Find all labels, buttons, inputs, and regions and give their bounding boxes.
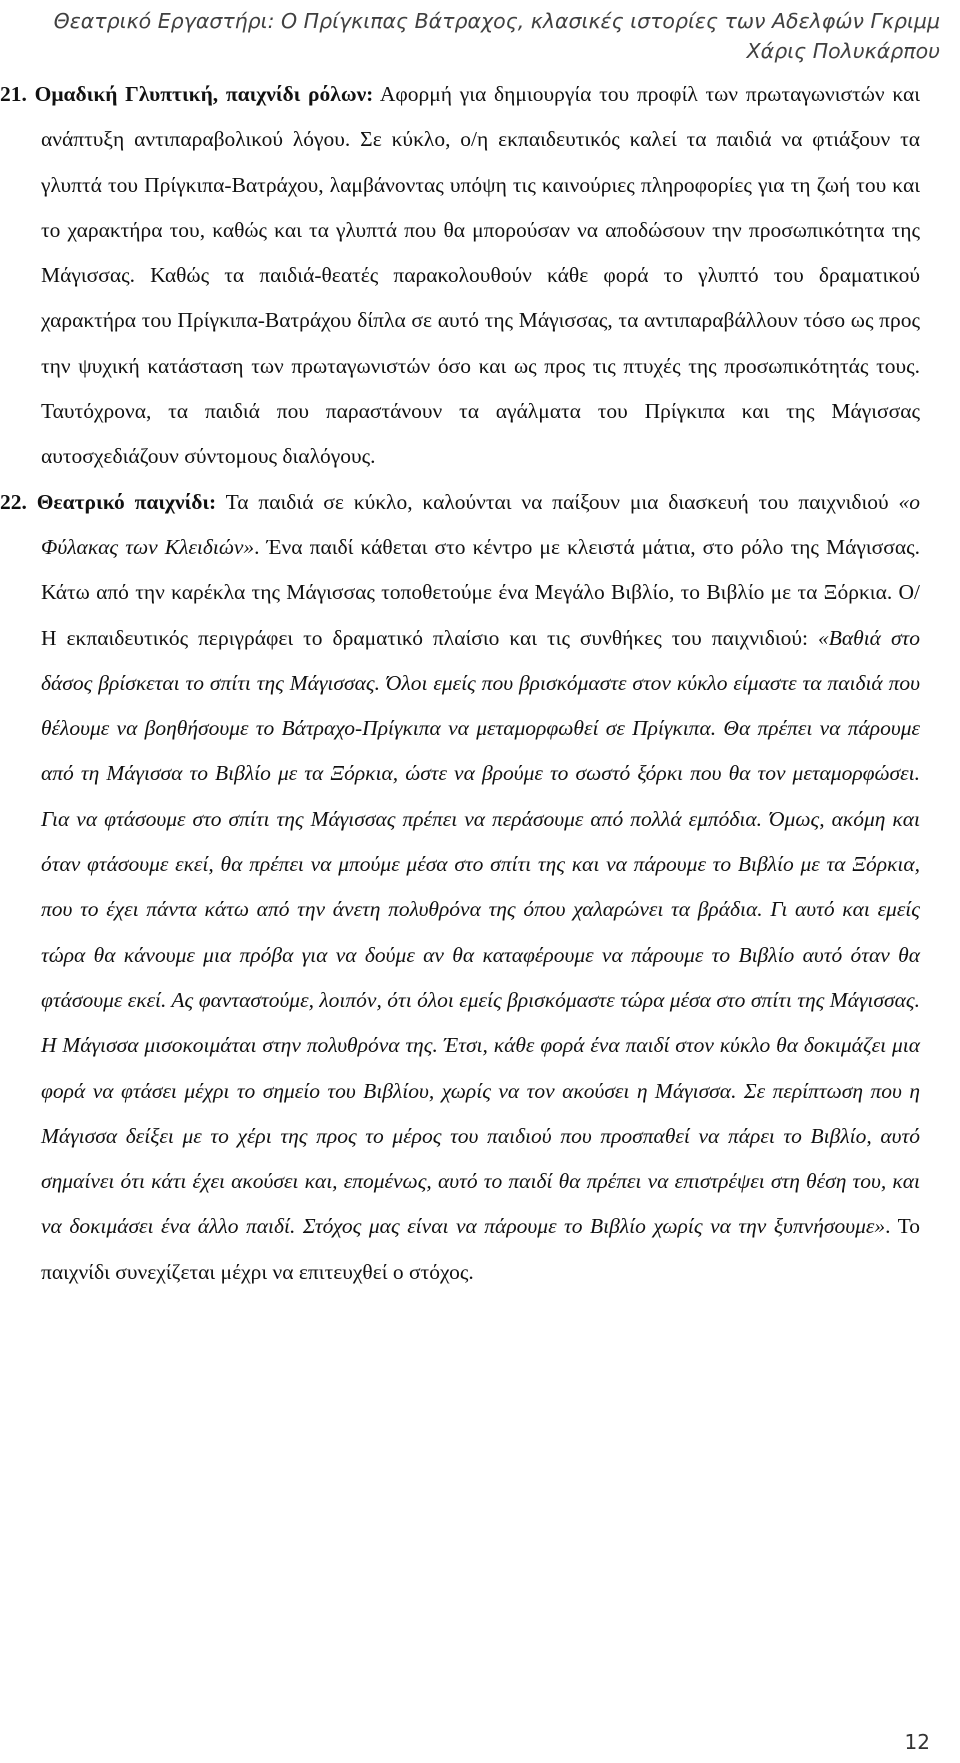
item-number: 21. — [0, 82, 27, 106]
list-item-21 — [0, 72, 921, 480]
game-name: «ο Φύλακας των Κλειδιών» — [41, 489, 920, 559]
list-item-22 — [0, 480, 921, 1295]
running-header — [54, 6, 940, 66]
item-title: Θεατρικό παιχνίδι: — [36, 489, 217, 514]
game-instructions-quote: «Βαθιά στο δάσος βρίσκεται το σπίτι της Μάγισσας. Όλοι εμείς που βρισκόμαστε στον κύκλο είμαστε τα παιδιά που θέλουμε να βοηθήσουμε το Βάτραχο-Πρίγκιπα να μεταμορφωθεί σε Πρίγκιπα. Θα πρέπει να πάρουμε από τη Μάγισσα το Βιβλίο με τα Ξόρκια, ώστε να βρούμε το σωστό ξόρκι που θα τον μεταμορφώσει. Για να φτάσουμε στο σπίτι της Μάγισσας πρέπει να περάσουμε από πολλά εμπόδια. Όμως, ακόμη και όταν φτάσουμε εκεί, θα πρέπει να μπούμε μέσα στο σπίτι της και να πάρουμε το Βιβλίο με τα Ξόρκια, που το έχει πάντα κάτω από την άνετη πολυθρόνα της όπου χαλαρώνει τα βράδια. Γι αυτό και εμείς τώρα θα κάνουμε μια πρόβα για να δούμε αν θα καταφέρουμε να πάρουμε το Βιβλίο αυτό όταν θα φτάσουμε εκεί. Ας φανταστούμε, λοιπόν, ότι όλοι εμείς βρισκόμαστε τώρα μέσα στο σπίτι της Μάγισσας. Η Μάγισσα μισοκοιμάται στην πολυθρόνα της. Έτσι, κάθε φορά ένα παιδί στον κύκλο θα δοκιμάζει μια φορά να φτάσει μέχρι το σημείο του Βιβλίου, χωρίς να τον ακούσει η Μάγισσα. Σε περίπτωση που η Μάγισσα δείξει με το χέρι της προς το μέρος του παιδιού που προσπαθεί να πάρει το Βιβλίο, αυτό σημαίνει ότι κάτι έχει ακούσει και, επομένως, αυτό το παιδί θα πρέπει να επιστρέψει στη θέση του, και να δοκιμάσει ένα άλλο παιδί. Στόχος μας είναι να πάρουμε το Βιβλίο χωρίς να την ξυπνήσουμε» — [41, 625, 920, 1239]
item-number: 22. — [0, 489, 27, 514]
header-title: Θεατρικό Εργαστήρι: Ο Πρίγκιπας Βάτραχος, κλασικές ιστορίες των Αδελφών Γκριμμ — [53, 9, 940, 33]
item-title: Ομαδική Γλυπτική, παιχνίδι ρόλων: — [34, 82, 374, 106]
item-text: . Ένα παιδί κάθεται στο κέντρο με κλειστά μάτια, στο ρόλο της Μάγισσας. Κάτω από την καρέκλα της Μάγισσας τοποθετούμε ένα Μεγάλο Βιβλίο, το Βιβλίο με τα Ξόρκια. Ο/Η εκπαιδευτικός περιγράφει το δραματικό πλαίσιο και τις συνθήκες του παιχνιδιού: — [41, 534, 920, 650]
item-text: Τα παιδιά σε κύκλο, καλούνται να παίξουν μια διασκευή του παιχνιδιού — [216, 489, 899, 514]
item-text: Αφορμή για δημιουργία του προφίλ των πρωταγωνιστών και ανάπτυξη αντιπαραβολικού λόγου. Σε κύκλο, ο/η εκπαιδευτικός καλεί τα παιδιά να φτιάξουν τα γλυπτά του Πρίγκιπα-Βατράχου, λαμβάνοντας υπόψη τις καινούριες πληροφορίες για τη ζωή του και το χαρακτήρα του, καθώς και τα γλυπτά που θα μπορούσαν να αποδώσουν την προσωπικότητα της Μάγισσας. Καθώς τα παιδιά-θεατές παρακολουθούν κάθε φορά το γλυπτό του δραματικού χαρακτήρα του Πρίγκιπα-Βατράχου δίπλα σε αυτό της Μάγισσας, τα αντιπαραβάλλουν τόσο ως προς την ψυχική κατάσταση των πρωταγωνιστών όσο και ως προς τις πτυχές της προσωπικότητάς τους. Ταυτόχρονα, τα παιδιά που παραστάνουν τα αγάλματα του Πρίγκιπα και της Μάγισσας αυτοσχεδιάζουν σύντομους διαλόγους. — [41, 82, 921, 469]
header-author: Χάρις Πολυκάρπου — [746, 39, 940, 63]
page-number: 12 — [904, 1730, 930, 1754]
item-text: . Το παιχνίδι συνεχίζεται μέχρι να επιτευχθεί ο στόχος. — [41, 1214, 921, 1284]
body-text — [0, 72, 921, 1295]
